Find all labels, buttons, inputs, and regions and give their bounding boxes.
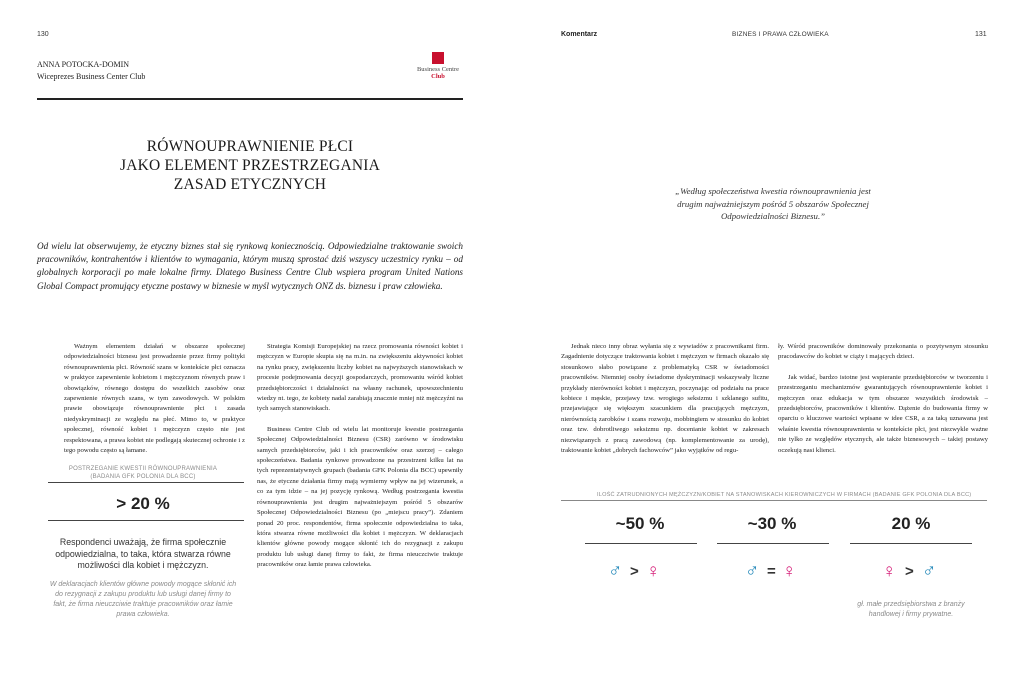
col1-paragraph-1: Ważnym elementem działań w obszarze społecznej odpowiedzialności biznesu jest prowadzenie przez firmy polityki równouprawnienia płci. Równość szans w kontekście płci oznacza w praktyce zapewnienie kobietom i mężczyznom równych praw i obowiązków, równego dostępu do wszelkich zasobów oraz zapewnienie równych szans, w tym zawodowych. W polskim prawie obowiązuje równouprawnienie płci i zasada niedyskryminacji ze względu na płeć. Mimo to, w praktyce społecznej, równość kobiet i mężczyzn często nie jest respektowana, a prawa kobiet nie podlegają skutecznej ochronie i z tego powodu często są łamane.: [64, 343, 245, 455]
title-line-3: ZASAD ETYCZNYCH: [173, 176, 327, 193]
stats-note: gł. małe przedsiębiorstwa z branży handlowej i firmy prywatne.: [857, 601, 965, 618]
stat-caption-line-1: POSTRZEGANIE KWESTII RÓWNOUPRAWNIENIA: [68, 466, 218, 472]
stat-caption: [48, 465, 238, 481]
logo-line1: Business Centre: [416, 66, 460, 73]
author-block: [37, 59, 145, 83]
bcc-logo: [412, 52, 464, 80]
male-icon: ♂: [922, 561, 937, 582]
stats-rule: [561, 500, 987, 501]
logo-line2: Club: [431, 73, 445, 80]
title-line-1: RÓWNOUPRAWNIENIE PŁCI: [146, 138, 354, 155]
stat-rule-bottom: [48, 520, 244, 521]
male-icon: ♂: [608, 561, 623, 582]
logo-mark-icon: [432, 52, 444, 64]
stat-caption-line-2: (BADANIA GFK POLONIA DLA BCC): [90, 474, 196, 480]
column-3: [561, 342, 769, 466]
female-icon: ♀: [646, 561, 661, 582]
stat-item-rule: [717, 543, 829, 544]
page-number-right: 131: [975, 31, 987, 38]
stat-description: Respondenci uważają, że firma społecznie odpowiedzialna, to taka, która stwarza równe możliwości dla kobiet i mężczyzn.: [55, 537, 231, 570]
title-line-2: JAKO ELEMENT PRZESTRZEGANIA: [120, 157, 380, 174]
stat-item-value: ~50 %: [615, 514, 665, 533]
greater-than-icon: >: [630, 563, 639, 580]
stats-caption: ILOŚĆ ZATRUDNIONYCH MĘŻCZYZN/KOBIET NA STANOWISKACH KIEROWNICZYCH W FIRMACH (BADANIE GFK POLONIA DLA BCC): [597, 492, 972, 498]
author-name: ANNA POTOCKA-DOMIN: [37, 60, 130, 69]
column-4: [778, 342, 988, 466]
stat-item-value: ~30 %: [747, 514, 797, 533]
stat-item-value: 20 %: [891, 514, 931, 533]
header-rule: [37, 98, 463, 100]
col2-paragraph-2: Business Centre Club od wielu lat monitoruje kwestie postrzegania Społecznej Odpowiedzialności Biznesu (CSR) zarówno w środowisku samych przedsiębiorców, jaki i ich pracowników oraz szerzej – całego społeczeństwa. Badania rynkowe prowadzone na przestrzeni kilku lat na tych reprezentatywnych grupach (badania GFK Polonia dla BCC) upewniły nas, że etyczne działania firmy mają wymierny wpływ na jej wizerunek, a co za tym idzie – na jej pozycję rynkową. Według postrzegania kwestia równouprawnienia jest drugim najważniejszym pośród 5 obszarów Społecznej Odpowiedzialności Biznesu (po „miejscu pracy”). Zdaniem ponad 20 proc. respondentów, firma społecznie odpowiedzialna to taka, która stwarza równe możliwości dla kobiet i mężczyzn. W deklaracjach klientów główne powody mogące skłonić ich do rezygnacji z zakupu produktu lub usługi danej firmy to fakt, że firma nieuczciwie traktuje pracowników oraz łamie prawa człowieka.: [257, 425, 463, 569]
lead-paragraph: Od wielu lat obserwujemy, że etyczny biznes stał się rynkową koniecznością. Odpowiedzialne traktowanie swoich pracowników, kontrahentów i klientów to wymagania, którym muszą sprostać dziś wszyscy uczestnicy rynku – od globalnych korporacji po małe lokalne firmy. Dlatego Business Centre Club wspiera program United Nations Global Compact promujący etyczne postawy w biznesie w myśl wytycznych ONZ ds. biznesu i praw człowieka.: [37, 241, 463, 291]
article-title: [37, 137, 463, 194]
pull-quote: „Według społeczeństwa kwestia równouprawnienia jest drugim najważniejszym pośród 5 obszarów Społecznej Odpowiedzialności Biznesu.”: [675, 186, 871, 221]
col4-paragraph-1: ły. Wśród pracowników dominowały przekonania o pozytywnym stosunku pracodawców do kobiet w ciąży i mających dzieci.: [778, 343, 988, 361]
page-number-left: 130: [37, 31, 49, 38]
stat-item-rule: [585, 543, 697, 544]
female-icon: ♀: [782, 561, 797, 582]
stat-value: > 20 %: [116, 494, 170, 513]
running-head: BIZNES I PRAWA CZŁOWIEKA: [732, 31, 829, 38]
male-icon: ♂: [745, 561, 760, 582]
stat-note: W deklaracjach klientów główne powody mogące skłonić ich do rezygnacji z zakupu produktu lub usługi danej firmy to fakt, że firma nieuczciwie traktuje pracowników oraz łamie prawa człowieka.: [49, 581, 237, 618]
equals-icon: =: [767, 563, 776, 580]
stat-item-rule: [850, 543, 972, 544]
stat-rule-top: [48, 482, 244, 483]
column-1: [64, 342, 245, 466]
col3-paragraph-1: Jednak nieco inny obraz wyłania się z wywiadów z pracownikami firm. Zagadnienie dotyczące traktowania kobiet i mężczyzn w firmach okazało się stosunkowo słabo powiązane z problematyką CSR w świadomości pracowników. Niemniej osoby świadome dyskryminacji wskazywały liczne przykłady nierówności kobiet i mężczyzn, poczynając od podziału na prace kobiece i męskie, przejawy tzw. wrogiego seksizmu i szklanego sufitu, przejawiające się większym szacunkiem dla pracujących mężczyzn, nierównością zarobków i szans rozwoju, mobbingiem w stosunku do kobiet oraz tzw. dobrotliwego seksizmu np. docenianie kobiet w zakresach niezwiązanych z pracą zawodową (np. komplementowanie za urodę), traktowanie kobiet „dobrych fachowców” jako wyjątków od regu-: [561, 343, 769, 455]
column-2: [257, 342, 463, 581]
female-icon: ♀: [882, 561, 897, 582]
col4-paragraph-2: Jak widać, bardzo istotne jest wspieranie przedsiębiorców w tworzeniu i przestrzeganiu mechanizmów gwarantujących równouprawnienie kobiet i mężczyzn oraz edukacja w tym obszarze wszystkich środowisk – przedsiębiorców, pracowników i klientów. Dążenie do budowania firmy w oparciu o kluczowe wartości wpisane w idee CSR, a za taką uznawana jest właśnie kwestia równouprawnienia w kontekście płci, jest niezwykle ważne nie tylko ze względów etycznych, ale także biznesowych – takiej postawy oczekują nasi klienci.: [778, 373, 988, 454]
author-role: Wiceprezes Business Center Club: [37, 72, 146, 81]
section-label: Komentarz: [561, 31, 598, 38]
greater-than-icon: >: [905, 563, 914, 580]
col2-paragraph-1: Strategia Komisji Europejskiej na rzecz promowania równości kobiet i mężczyzn w Europie skupia się na m.in. na zwiększeniu aktywności kobiet na rynku pracy, zwiększeniu liczby kobiet na najwyższych stanowiskach w procesie podejmowania decyzji gospodarczych, promowaniu wśród kobiet przedsiębiorczości i działalności na własny rachunek, upowszechnieniu wiedzy nt. tego, że kobiety nadal zarabiają znacznie mniej niż mężczyźni na tych samych stanowiskach.: [257, 343, 463, 413]
